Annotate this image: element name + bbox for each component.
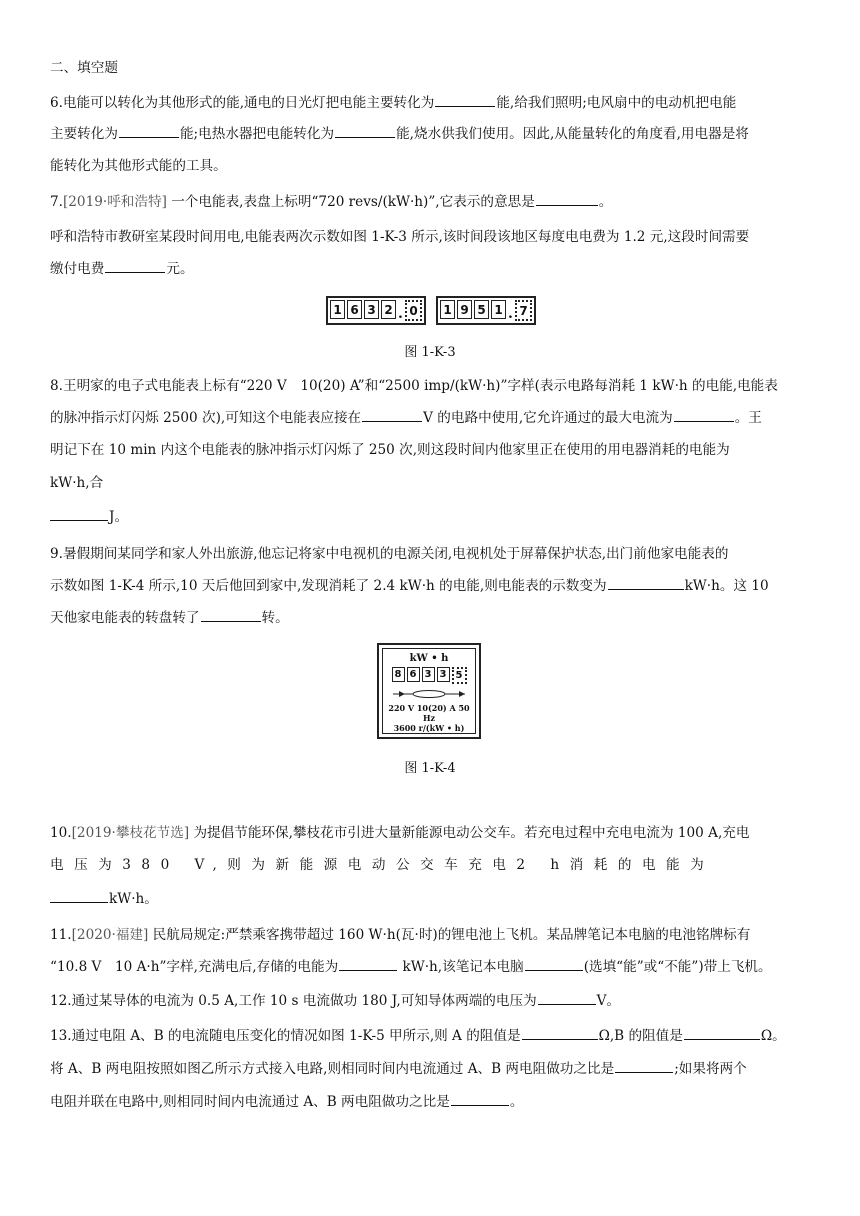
q9-text: kW·h。这 10	[684, 578, 769, 594]
q10-text: 为提倡节能环保,攀枝花市引进大量新能源电动公交车。若充电过程中充电电流为 100 A,充电	[189, 825, 750, 841]
q9-line-1: 9.暑假期间某同学和家人外出旅游,他忘记将家中电视机的电源关闭,电视机处于屏幕保护状态,出门前他家电能表的	[50, 546, 729, 562]
answer-blank[interactable]	[339, 958, 397, 971]
q13-text: Ω,B 的阻值是	[598, 1028, 683, 1044]
answer-blank[interactable]	[451, 1093, 509, 1106]
q13-line-1	[50, 1027, 786, 1045]
meter-decimal-digit: 0	[405, 300, 422, 321]
q8-text: V 的电路中使用,它允许通过的最大电流为	[423, 410, 673, 426]
decimal-point: .	[398, 306, 403, 322]
q10-number: 10.	[50, 825, 72, 841]
q7-text: 元。	[166, 261, 194, 277]
q11-line-1	[50, 926, 750, 944]
q7-number: 7.	[50, 194, 63, 210]
q12-text: 12.通过某导体的电流为 0.5 A,工作 10 s 电流做功 180 J,可知导体两端的电压为	[50, 993, 537, 1009]
meter-spec-rating: 220 V 10(20) A 50 Hz	[388, 703, 470, 723]
q6-line-3: 能转化为其他形式能的工具。	[50, 158, 227, 174]
q13-text: 将 A、B 两电阻按照如图乙所示方式接入电路,则相同时间内电流通过 A、B 两电阻做功之比是	[50, 1061, 615, 1077]
answer-blank[interactable]	[522, 1027, 598, 1040]
q10-line-1	[50, 824, 749, 842]
meter-digit: 8	[392, 667, 405, 682]
meter-decimal-digit: 5	[452, 667, 467, 684]
q13-line-3	[50, 1093, 523, 1111]
meter-digit: 5	[474, 300, 489, 319]
meter-digit: 6	[347, 300, 362, 319]
q9-line-2	[50, 577, 769, 595]
answer-blank[interactable]	[608, 577, 684, 590]
q11-text: 民航局规定:严禁乘客携带超过 160 W·h(瓦·时)的锂电池上飞机。某品牌笔记本电脑的电池铭牌标有	[148, 927, 751, 943]
q9-text: 转。	[261, 610, 289, 626]
q8-text: 的脉冲指示灯闪烁 2500 次),可知这个电能表应接在	[50, 410, 362, 426]
answer-blank[interactable]	[335, 125, 395, 138]
q8-line-2	[50, 409, 762, 427]
answer-blank[interactable]	[201, 609, 261, 622]
meter-digit: 3	[422, 667, 435, 682]
q11-text: “10.8 V 10 A·h”字样,充满电后,存储的电能为	[50, 959, 339, 975]
meter-digit: 3	[364, 300, 379, 319]
q8-text: J。	[109, 509, 129, 525]
meter-decimal-digit: 7	[515, 300, 532, 321]
q6-text: 能;电热水器把电能转化为	[179, 126, 335, 142]
rotating-disc-icon	[389, 689, 469, 699]
q10-line-3	[50, 890, 158, 908]
answer-blank[interactable]	[435, 94, 495, 107]
answer-blank[interactable]	[50, 890, 108, 903]
q11-number: 11.	[50, 927, 72, 943]
q7-text: 。	[598, 194, 613, 210]
meter-digit: 1	[440, 300, 455, 319]
answer-blank[interactable]	[615, 1060, 673, 1073]
q7-source: [2019·呼和浩特]	[62, 194, 167, 210]
q7-line-3	[50, 260, 194, 278]
q8-line-5	[50, 508, 128, 526]
answer-blank[interactable]	[674, 409, 734, 422]
q10-line-2: 电压为380 V,则为新能源电动公交车充电2 h消耗的电能为	[50, 857, 715, 873]
q12-text: V。	[596, 993, 621, 1009]
answer-blank[interactable]	[538, 992, 596, 1005]
q13-text: ;如果将两个	[674, 1061, 747, 1077]
figure-1-k-3-meters	[326, 296, 536, 325]
answer-blank[interactable]	[50, 508, 108, 521]
meter-unit-label: kW • h	[409, 653, 449, 664]
q9-line-3	[50, 609, 289, 627]
meter-digit: 9	[457, 300, 472, 319]
meter-digit: 1	[330, 300, 345, 319]
meter-digit: 1	[491, 300, 506, 319]
q6-text: 6.电能可以转化为其他形式的能,通电的日光灯把电能主要转化为	[50, 95, 435, 111]
q8-line-4: kW·h,合	[50, 475, 104, 491]
q13-text: 电阻并联在电路中,则相同时间内电流通过 A、B 两电阻做功之比是	[50, 1094, 450, 1110]
q6-text: 主要转化为	[50, 126, 118, 142]
q9-text: 天他家电能表的转盘转了	[50, 610, 200, 626]
q6-text: 能,烧水供我们使用。因此,从能量转化的角度看,用电器是将	[396, 126, 749, 142]
q11-text: (选填“能”或“不能”)带上飞机。	[583, 959, 772, 975]
q10-text: kW·h。	[109, 891, 158, 907]
q11-source: [2020·福建]	[71, 927, 149, 943]
q8-text: 。王	[734, 410, 762, 426]
q6-text: 能,给我们照明;电风扇中的电动机把电能	[496, 95, 737, 111]
answer-blank[interactable]	[105, 260, 165, 273]
answer-blank[interactable]	[362, 409, 422, 422]
section-title: 二、填空题	[50, 60, 118, 76]
meter-specs	[383, 703, 475, 733]
q7-line-1	[50, 193, 612, 211]
q13-text: 13.通过电阻 A、B 的电流随电压变化的情况如图 1-K-5 甲所示,则 A 的阻值是	[50, 1028, 521, 1044]
q10-source: [2019·攀枝花节选]	[71, 825, 190, 841]
answer-blank[interactable]	[119, 125, 179, 138]
q7-text: 一个电能表,表盘上标明“720 revs/(kW·h)”,它表示的意思是	[166, 194, 535, 210]
meter-digit: 2	[381, 300, 396, 319]
figure-caption: 图 1-K-4	[404, 761, 456, 776]
meter-face	[382, 648, 476, 734]
q9-text: 示数如图 1-K-4 所示,10 天后他回到家中,发现消耗了 2.4 kW·h 的电能,则电能表的示数变为	[50, 578, 607, 594]
answer-blank[interactable]	[536, 193, 598, 206]
q13-line-2	[50, 1060, 747, 1078]
figure-caption: 图 1-K-3	[404, 345, 456, 360]
meter-digits	[392, 667, 467, 684]
q8-line-1: 8.王明家的电子式电能表上标有“220 V 10(20) A”和“2500 imp/(kW·h)”字样(表示电路每消耗 1 kW·h 的电能,电能表	[50, 378, 778, 394]
q13-text: 。	[509, 1094, 524, 1110]
meter-digit: 3	[437, 667, 450, 682]
q11-line-2	[50, 958, 772, 976]
decimal-point: .	[508, 306, 513, 322]
q7-line-2: 呼和浩特市教研室某段时间用电,电能表两次示数如图 1-K-3 所示,该时间段该地区每度电电费为 1.2 元,这段时间需要	[50, 229, 750, 245]
q8-line-3: 明记下在 10 min 内这个电能表的脉冲指示灯闪烁了 250 次,则这段时间内他家里正在使用的用电器消耗的电能为	[50, 442, 730, 458]
q6-line-1	[50, 94, 736, 112]
meter-spec-constant: 3600 r/(kW • h)	[393, 723, 465, 733]
electricity-meter-figure	[377, 643, 481, 739]
q7-text: 缴付电费	[50, 261, 105, 277]
meter-reading-1	[326, 296, 426, 325]
meter-digit: 6	[407, 667, 420, 682]
answer-blank[interactable]	[525, 958, 583, 971]
q6-line-2	[50, 125, 749, 143]
meter-reading-2	[436, 296, 536, 325]
q11-text: kW·h,该笔记本电脑	[398, 959, 524, 975]
q13-text: Ω。	[760, 1028, 786, 1044]
answer-blank[interactable]	[684, 1027, 760, 1040]
q12-line	[50, 992, 620, 1010]
